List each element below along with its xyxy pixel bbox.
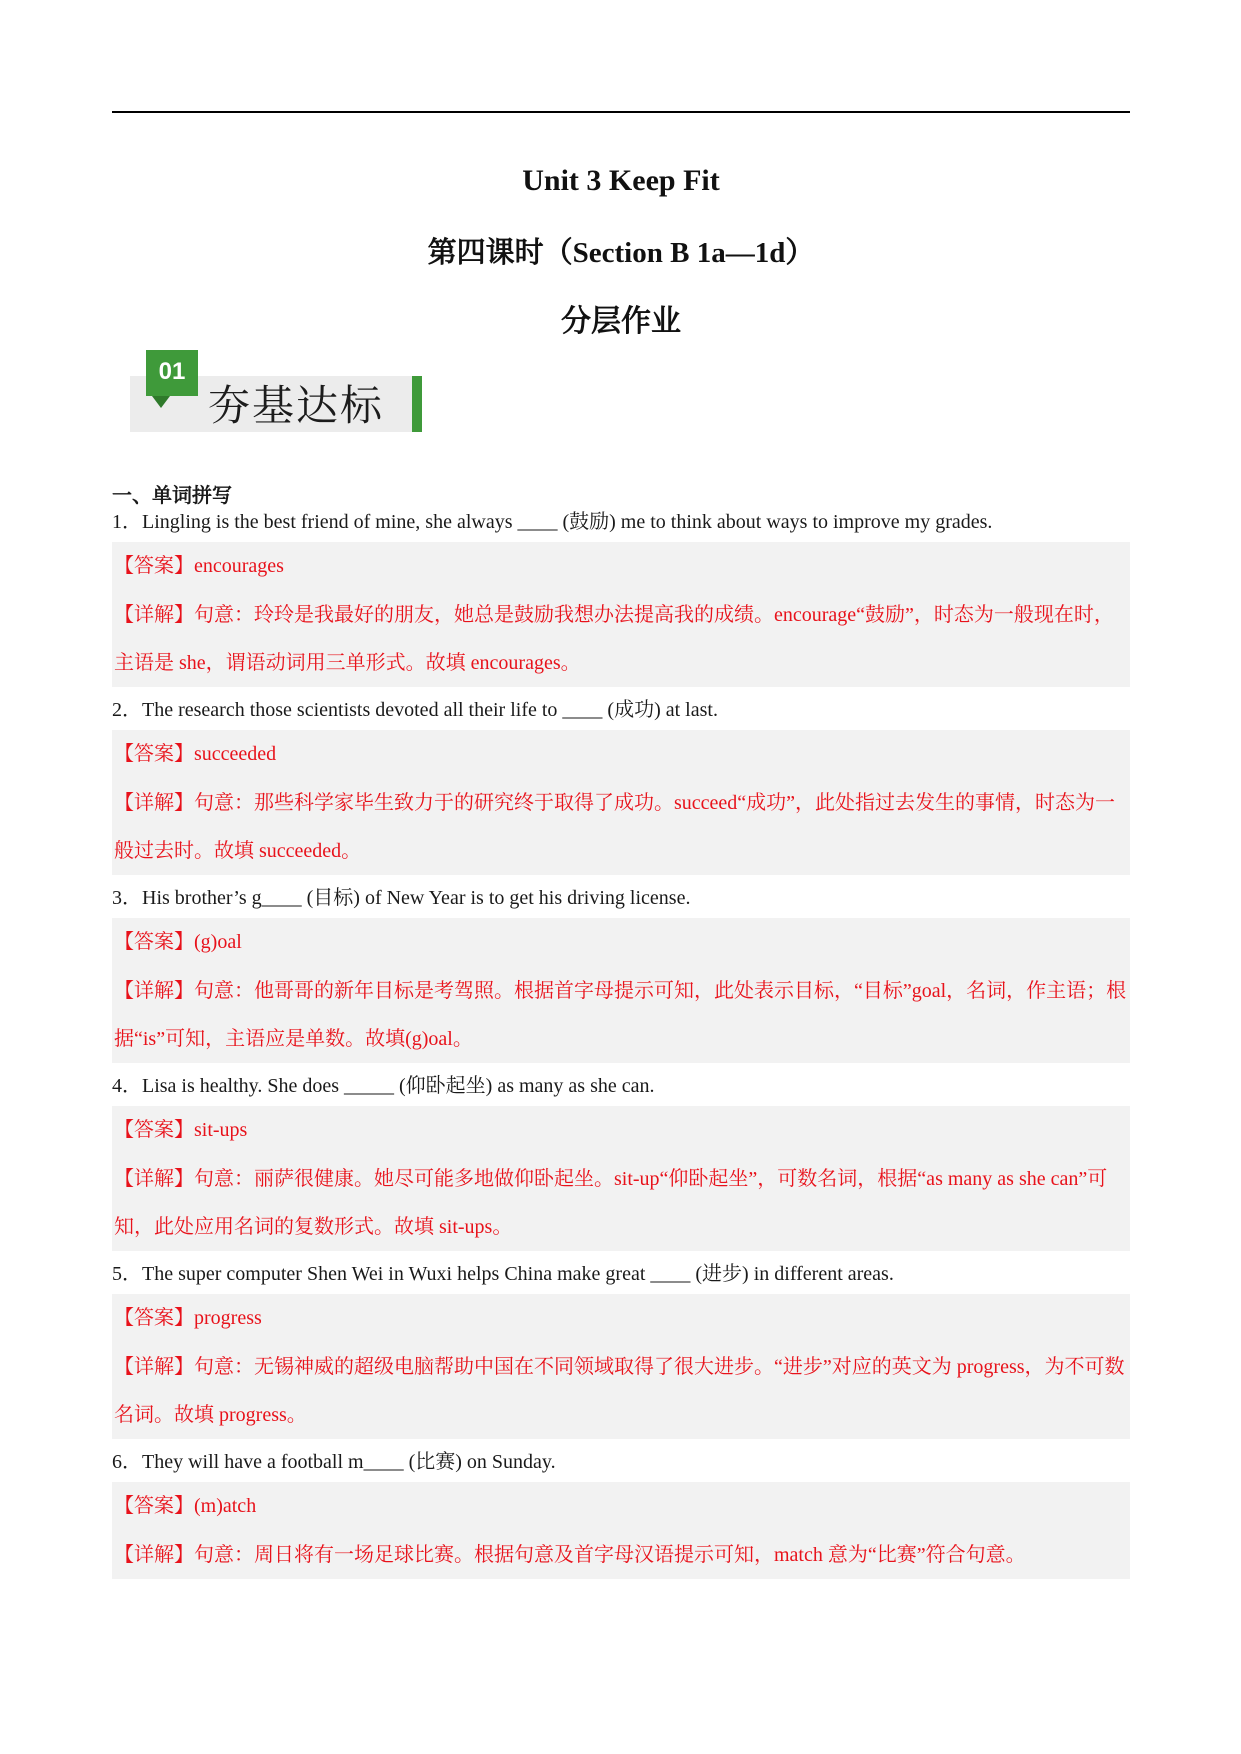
answer-line <box>114 1482 1128 1530</box>
question-item <box>112 881 1130 1063</box>
badge-tail-icon <box>152 396 170 408</box>
question-item <box>112 693 1130 875</box>
detail-explanation <box>114 1154 1128 1251</box>
detail-explanation <box>114 778 1128 875</box>
lesson-subtitle: 第四课时（Section B 1a—1d） <box>427 237 815 269</box>
detail-text: 句意：丽萨很健康。她尽可能多地做仰卧起坐。sit-up“仰卧起坐”，可数名词，根据“as many as she can”可知，此处应用名词的复数形式。故填 sit-ups。 <box>114 1168 1108 1238</box>
answer-box <box>112 542 1130 687</box>
detail-explanation <box>114 590 1128 687</box>
banner-accent-bar <box>412 376 422 432</box>
question-list <box>112 505 1130 1585</box>
detail-explanation <box>114 1530 1128 1579</box>
question-item <box>112 1069 1130 1251</box>
answer-tag: 【答案】 <box>114 929 194 953</box>
section-title: 一、单词拼写 <box>112 483 232 507</box>
detail-explanation <box>114 966 1128 1063</box>
answer-value: (m)atch <box>194 1495 257 1517</box>
question-text: 5．The super computer Shen Wei in Wuxi helps China make great ____ (进步) in different areas. <box>112 1263 894 1285</box>
homework-heading: 分层作业 <box>561 305 681 338</box>
answer-line <box>114 730 1128 778</box>
answer-line <box>114 542 1128 590</box>
question-text: 3．His brother’s g____ (目标) of New Year is to get his driving license. <box>112 887 691 909</box>
question-text: 2．The research those scientists devoted all their life to ____ (成功) at last. <box>112 699 718 721</box>
answer-tag: 【答案】 <box>114 1305 194 1329</box>
answer-box <box>112 918 1130 1063</box>
answer-value: encourages <box>194 555 284 577</box>
answer-value: sit-ups <box>194 1119 248 1141</box>
unit-title: Unit 3 Keep Fit <box>522 164 720 197</box>
detail-tag: 【详解】 <box>114 978 194 1002</box>
answer-line <box>114 1294 1128 1342</box>
banner-number-badge: 01 <box>146 350 198 396</box>
question-item <box>112 1445 1130 1579</box>
top-rule <box>112 111 1130 113</box>
answer-box <box>112 1294 1130 1439</box>
question-text: 4．Lisa is healthy. She does _____ (仰卧起坐) as many as she can. <box>112 1075 655 1097</box>
question-text: 6．They will have a football m____ (比赛) on Sunday. <box>112 1451 556 1473</box>
detail-tag: 【详解】 <box>114 1542 194 1566</box>
detail-tag: 【详解】 <box>114 602 194 626</box>
answer-box <box>112 1106 1130 1251</box>
answer-value: succeeded <box>194 743 277 765</box>
answer-tag: 【答案】 <box>114 1117 194 1141</box>
answer-line <box>114 1106 1128 1154</box>
answer-tag: 【答案】 <box>114 553 194 577</box>
detail-tag: 【详解】 <box>114 790 194 814</box>
detail-text: 句意：他哥哥的新年目标是考驾照。根据首字母提示可知，此处表示目标，“目标”goal，名词，作主语；根据“is”可知，主语应是单数。故填(g)oal。 <box>114 980 1127 1050</box>
answer-value: (g)oal <box>194 931 242 953</box>
detail-text: 句意：玲玲是我最好的朋友，她总是鼓励我想办法提高我的成绩。encourage“鼓励”，时态为一般现在时，主语是 she，谓语动词用三单形式。故填 encourages。 <box>114 604 1114 674</box>
question-text: 1．Lingling is the best friend of mine, she always ____ (鼓励) me to think about ways to improve my grades. <box>112 511 993 533</box>
answer-tag: 【答案】 <box>114 1493 194 1517</box>
detail-text: 句意：周日将有一场足球比赛。根据句意及首字母汉语提示可知，match 意为“比赛”符合句意。 <box>194 1544 1026 1566</box>
answer-value: progress <box>194 1307 262 1329</box>
question-item <box>112 1257 1130 1439</box>
detail-tag: 【详解】 <box>114 1354 194 1378</box>
level-banner <box>130 350 430 432</box>
banner-label: 夯基达标 <box>208 381 385 430</box>
question-item <box>112 505 1130 687</box>
detail-text: 句意：那些科学家毕生致力于的研究终于取得了成功。succeed“成功”，此处指过去发生的事情，时态为一般过去时。故填 succeeded。 <box>114 792 1116 862</box>
answer-box <box>112 730 1130 875</box>
detail-text: 句意：无锡神威的超级电脑帮助中国在不同领域取得了很大进步。“进步”对应的英文为 progress，为不可数名词。故填 progress。 <box>114 1356 1125 1426</box>
detail-tag: 【详解】 <box>114 1166 194 1190</box>
answer-box <box>112 1482 1130 1579</box>
detail-explanation <box>114 1342 1128 1439</box>
answer-tag: 【答案】 <box>114 741 194 765</box>
answer-line <box>114 918 1128 966</box>
